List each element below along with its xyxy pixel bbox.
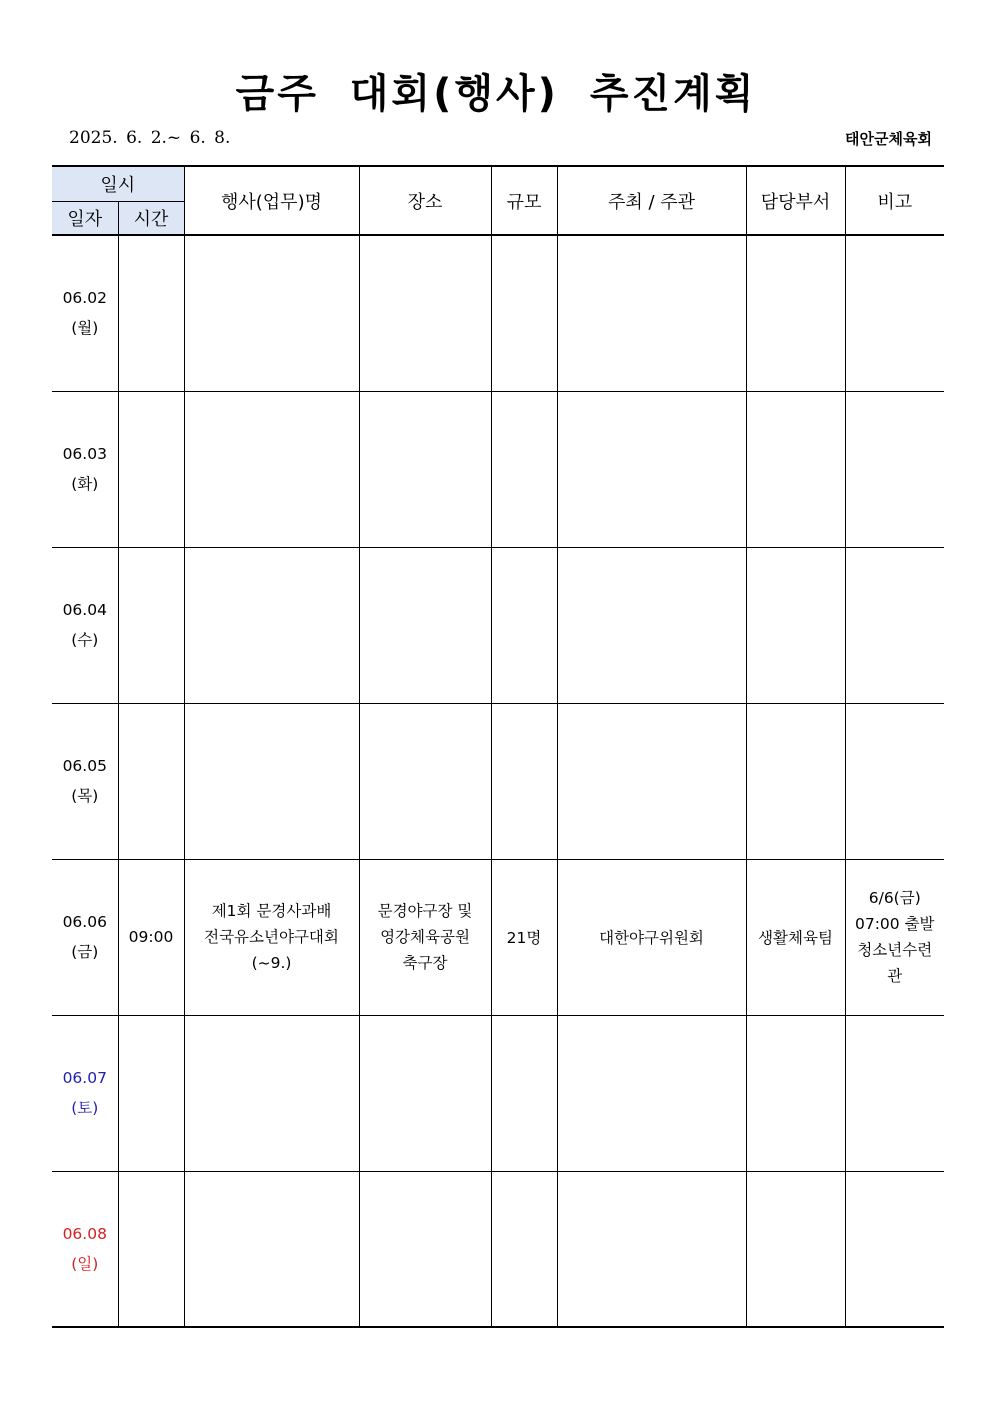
host-cell [557, 547, 746, 703]
scale-cell: 21명 [491, 859, 557, 1015]
dept-cell [746, 391, 845, 547]
host-cell [557, 391, 746, 547]
place-line: 영강체육공원 [380, 928, 470, 946]
header-host: 주최 / 주관 [557, 166, 746, 235]
event-cell [184, 235, 359, 391]
scale-cell [491, 391, 557, 547]
day-of-week: (목) [71, 787, 99, 805]
note-cell [845, 547, 944, 703]
date-cell [52, 859, 118, 1015]
host-cell [557, 1171, 746, 1327]
time-cell [118, 235, 184, 391]
scale-cell [491, 1171, 557, 1327]
host-cell: 대한야구위원회 [557, 859, 746, 1015]
date: 06.07 [62, 1069, 107, 1087]
dept-cell [746, 235, 845, 391]
date-cell [52, 235, 118, 391]
day-of-week: (토) [71, 1099, 99, 1117]
day-of-week: (월) [71, 319, 99, 338]
note-cell [845, 391, 944, 547]
header-time: 시간 [118, 201, 184, 235]
place-cell [359, 859, 491, 1015]
dept-cell: 생활체육팀 [746, 859, 845, 1015]
time-cell [118, 703, 184, 859]
place-cell [359, 703, 491, 859]
time-cell: 09:00 [118, 859, 184, 1015]
place-line: 축구장 [402, 954, 448, 972]
place-cell [359, 1171, 491, 1327]
dept-cell [746, 1171, 845, 1327]
place-cell [359, 547, 491, 703]
scale-cell [491, 1015, 557, 1171]
note-line: 관 [887, 967, 903, 985]
dept-cell [746, 547, 845, 703]
event-line: (~9.) [251, 954, 292, 972]
host-cell [557, 235, 746, 391]
date-cell [52, 547, 118, 703]
host-cell [557, 1015, 746, 1171]
period-range: 2025. 6. 2.~ 6. 8. [69, 128, 231, 148]
table-row [52, 859, 944, 1015]
date: 06.04 [62, 601, 107, 619]
host-cell [557, 703, 746, 859]
note-cell [845, 1171, 944, 1327]
date: 06.02 [62, 289, 107, 308]
page-title: 금주 대회(행사) 추진계획 [235, 71, 757, 117]
header-dept: 담당부서 [746, 166, 845, 235]
place-cell [359, 1015, 491, 1171]
table-row [52, 235, 944, 391]
event-cell [184, 391, 359, 547]
note-cell [845, 703, 944, 859]
day-of-week: (수) [71, 631, 99, 649]
event-line: 제1회 문경사과배 [211, 902, 332, 920]
table-row [52, 1015, 944, 1171]
time-cell [118, 547, 184, 703]
date-cell [52, 1015, 118, 1171]
table-row [52, 1171, 944, 1327]
scale-cell [491, 703, 557, 859]
event-cell [184, 859, 359, 1015]
place-line: 문경야구장 및 [377, 902, 473, 920]
time-cell [118, 391, 184, 547]
note-cell [845, 235, 944, 391]
time-cell [118, 1015, 184, 1171]
event-cell [184, 703, 359, 859]
note-line: 청소년수련 [857, 941, 933, 959]
table-row [52, 703, 944, 859]
header-note: 비고 [845, 166, 944, 235]
day-of-week: (화) [71, 475, 99, 493]
schedule-table [52, 165, 944, 1328]
date-cell [52, 1171, 118, 1327]
header-scale: 규모 [491, 166, 557, 235]
day-of-week: (일) [71, 1254, 99, 1273]
date: 06.05 [62, 757, 107, 775]
date: 06.03 [62, 445, 107, 463]
header-ilsi: 일시 [52, 166, 184, 201]
dept-cell [746, 1015, 845, 1171]
event-cell [184, 547, 359, 703]
scale-cell [491, 547, 557, 703]
note-cell [845, 859, 944, 1015]
header-date: 일자 [52, 201, 118, 235]
scale-cell [491, 235, 557, 391]
place-cell [359, 391, 491, 547]
time-cell [118, 1171, 184, 1327]
organization-name: 태안군체육회 [845, 130, 932, 148]
dept-cell [746, 703, 845, 859]
date: 06.06 [62, 913, 107, 931]
header-event: 행사(업무)명 [184, 166, 359, 235]
event-line: 전국유소년야구대회 [204, 928, 339, 946]
event-cell [184, 1171, 359, 1327]
header-place: 장소 [359, 166, 491, 235]
table-row [52, 391, 944, 547]
note-line: 6/6(금) [868, 889, 921, 907]
note-cell [845, 1015, 944, 1171]
note-line: 07:00 출발 [854, 915, 935, 933]
day-of-week: (금) [71, 943, 99, 961]
date-cell [52, 703, 118, 859]
table-row [52, 547, 944, 703]
date-cell [52, 391, 118, 547]
place-cell [359, 235, 491, 391]
date: 06.08 [62, 1224, 107, 1243]
event-cell [184, 1015, 359, 1171]
